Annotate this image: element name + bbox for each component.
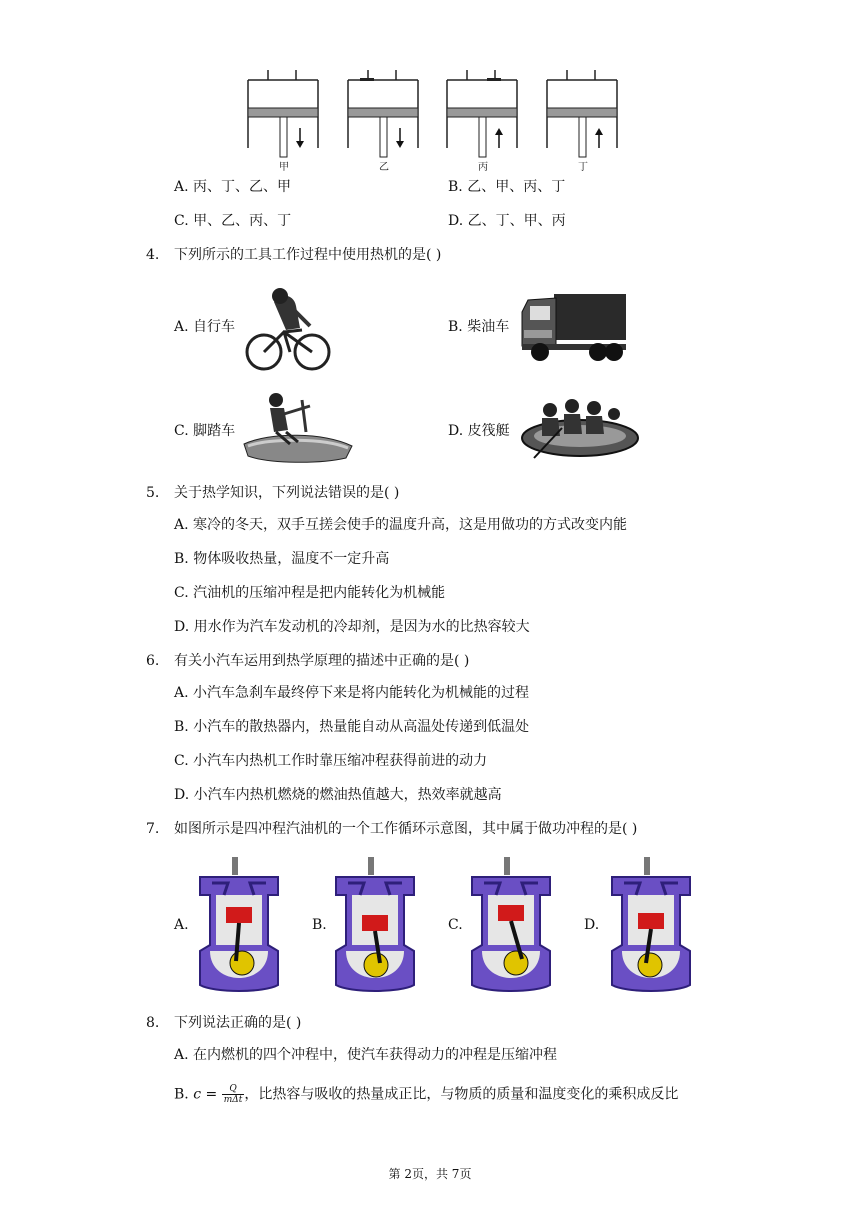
q7-option-d[interactable]: D. <box>584 917 600 933</box>
formula-lhs: c = <box>193 1086 218 1103</box>
q7-option-b[interactable]: B. <box>312 917 327 933</box>
formula-fraction <box>222 1084 245 1105</box>
option-text: ，比热容与吸收的热量成正比，与物质的质量和温度变化的乘积成反比 <box>244 1086 679 1103</box>
cylinder-label: 丙 <box>478 162 488 173</box>
question-number: 6. <box>146 653 160 669</box>
q8-option-b[interactable] <box>174 1084 678 1105</box>
q6-option-a[interactable]: A. 小汽车急刹车最终停下来是将内能转化为机械能的过程 <box>174 685 530 701</box>
engine-diagram-a <box>194 855 284 995</box>
q7-option-a[interactable]: A. <box>174 917 189 933</box>
question-stem-6: 有关小汽车运用到热学原理的描述中正确的是( ) <box>174 653 470 669</box>
q5-option-c[interactable]: C. 汽油机的压缩冲程是把内能转化为机械能 <box>174 585 446 601</box>
question-number: 7. <box>146 821 160 837</box>
question-stem-5: 关于热学知识，下列说法错误的是( ) <box>174 485 400 501</box>
engine-diagram-c <box>466 855 556 995</box>
cylinder-diagram-ding <box>545 68 619 158</box>
formula-denominator: mΔt <box>223 1095 243 1105</box>
engine-diagram-b <box>330 855 420 995</box>
cylinder-label: 丁 <box>578 162 588 173</box>
option-label: B. <box>174 1086 194 1103</box>
pedal-boat-icon <box>240 388 356 468</box>
question-stem-8: 下列说法正确的是( ) <box>174 1015 302 1031</box>
cyclist-icon <box>244 282 332 374</box>
engine-diagram-d <box>606 855 696 995</box>
question-number: 4. <box>146 247 160 263</box>
q3-option-c[interactable]: C. 甲、乙、丙、丁 <box>174 213 292 229</box>
q7-option-c[interactable]: C. <box>448 917 463 933</box>
q3-option-d[interactable]: D. 乙、丁、甲、丙 <box>448 213 566 229</box>
q6-option-b[interactable]: B. 小汽车的散热器内，热量能自动从高温处传递到低温处 <box>174 719 530 735</box>
cylinder-diagram-bing <box>445 68 519 158</box>
q5-option-d[interactable]: D. 用水作为汽车发动机的冷却剂，是因为水的比热容较大 <box>174 619 530 635</box>
question-stem-4: 下列所示的工具工作过程中使用热机的是( ) <box>174 247 442 263</box>
formula-numerator: Q <box>222 1084 245 1095</box>
q5-option-b[interactable]: B. 物体吸收热量，温度不一定升高 <box>174 551 390 567</box>
q4-option-b[interactable]: B. 柴油车 <box>448 319 510 335</box>
question-stem-7: 如图所示是四冲程汽油机的一个工作循环示意图，其中属于做功冲程的是( ) <box>174 821 638 837</box>
q5-option-a[interactable]: A. 寒冷的冬天，双手互搓会使手的温度升高，这是用做功的方式改变内能 <box>174 517 628 533</box>
cylinder-diagram-yi <box>346 68 420 158</box>
page-footer: 第 2页，共 7页 <box>388 1167 472 1181</box>
q3-option-a[interactable]: A. 丙、丁、乙、甲 <box>174 179 292 195</box>
question-number: 5. <box>146 485 160 501</box>
q6-option-d[interactable]: D. 小汽车内热机燃烧的燃油热值越大，热效率就越高 <box>174 787 502 803</box>
q3-option-b[interactable]: B. 乙、甲、丙、丁 <box>448 179 566 195</box>
q4-option-d[interactable]: D. 皮筏艇 <box>448 423 510 439</box>
question-number: 8. <box>146 1015 160 1031</box>
cylinder-label: 乙 <box>379 162 389 173</box>
q8-option-a[interactable]: A. 在内燃机的四个冲程中，使汽车获得动力的冲程是压缩冲程 <box>174 1047 558 1063</box>
q4-option-a[interactable]: A. 自行车 <box>174 319 236 335</box>
q6-option-c[interactable]: C. 小汽车内热机工作时靠压缩冲程获得前进的动力 <box>174 753 488 769</box>
cylinder-label: 甲 <box>279 162 289 173</box>
raft-icon <box>516 394 640 464</box>
truck-icon <box>518 290 630 364</box>
q4-option-c[interactable]: C. 脚踏车 <box>174 423 236 439</box>
cylinder-diagram-jia <box>246 68 320 158</box>
